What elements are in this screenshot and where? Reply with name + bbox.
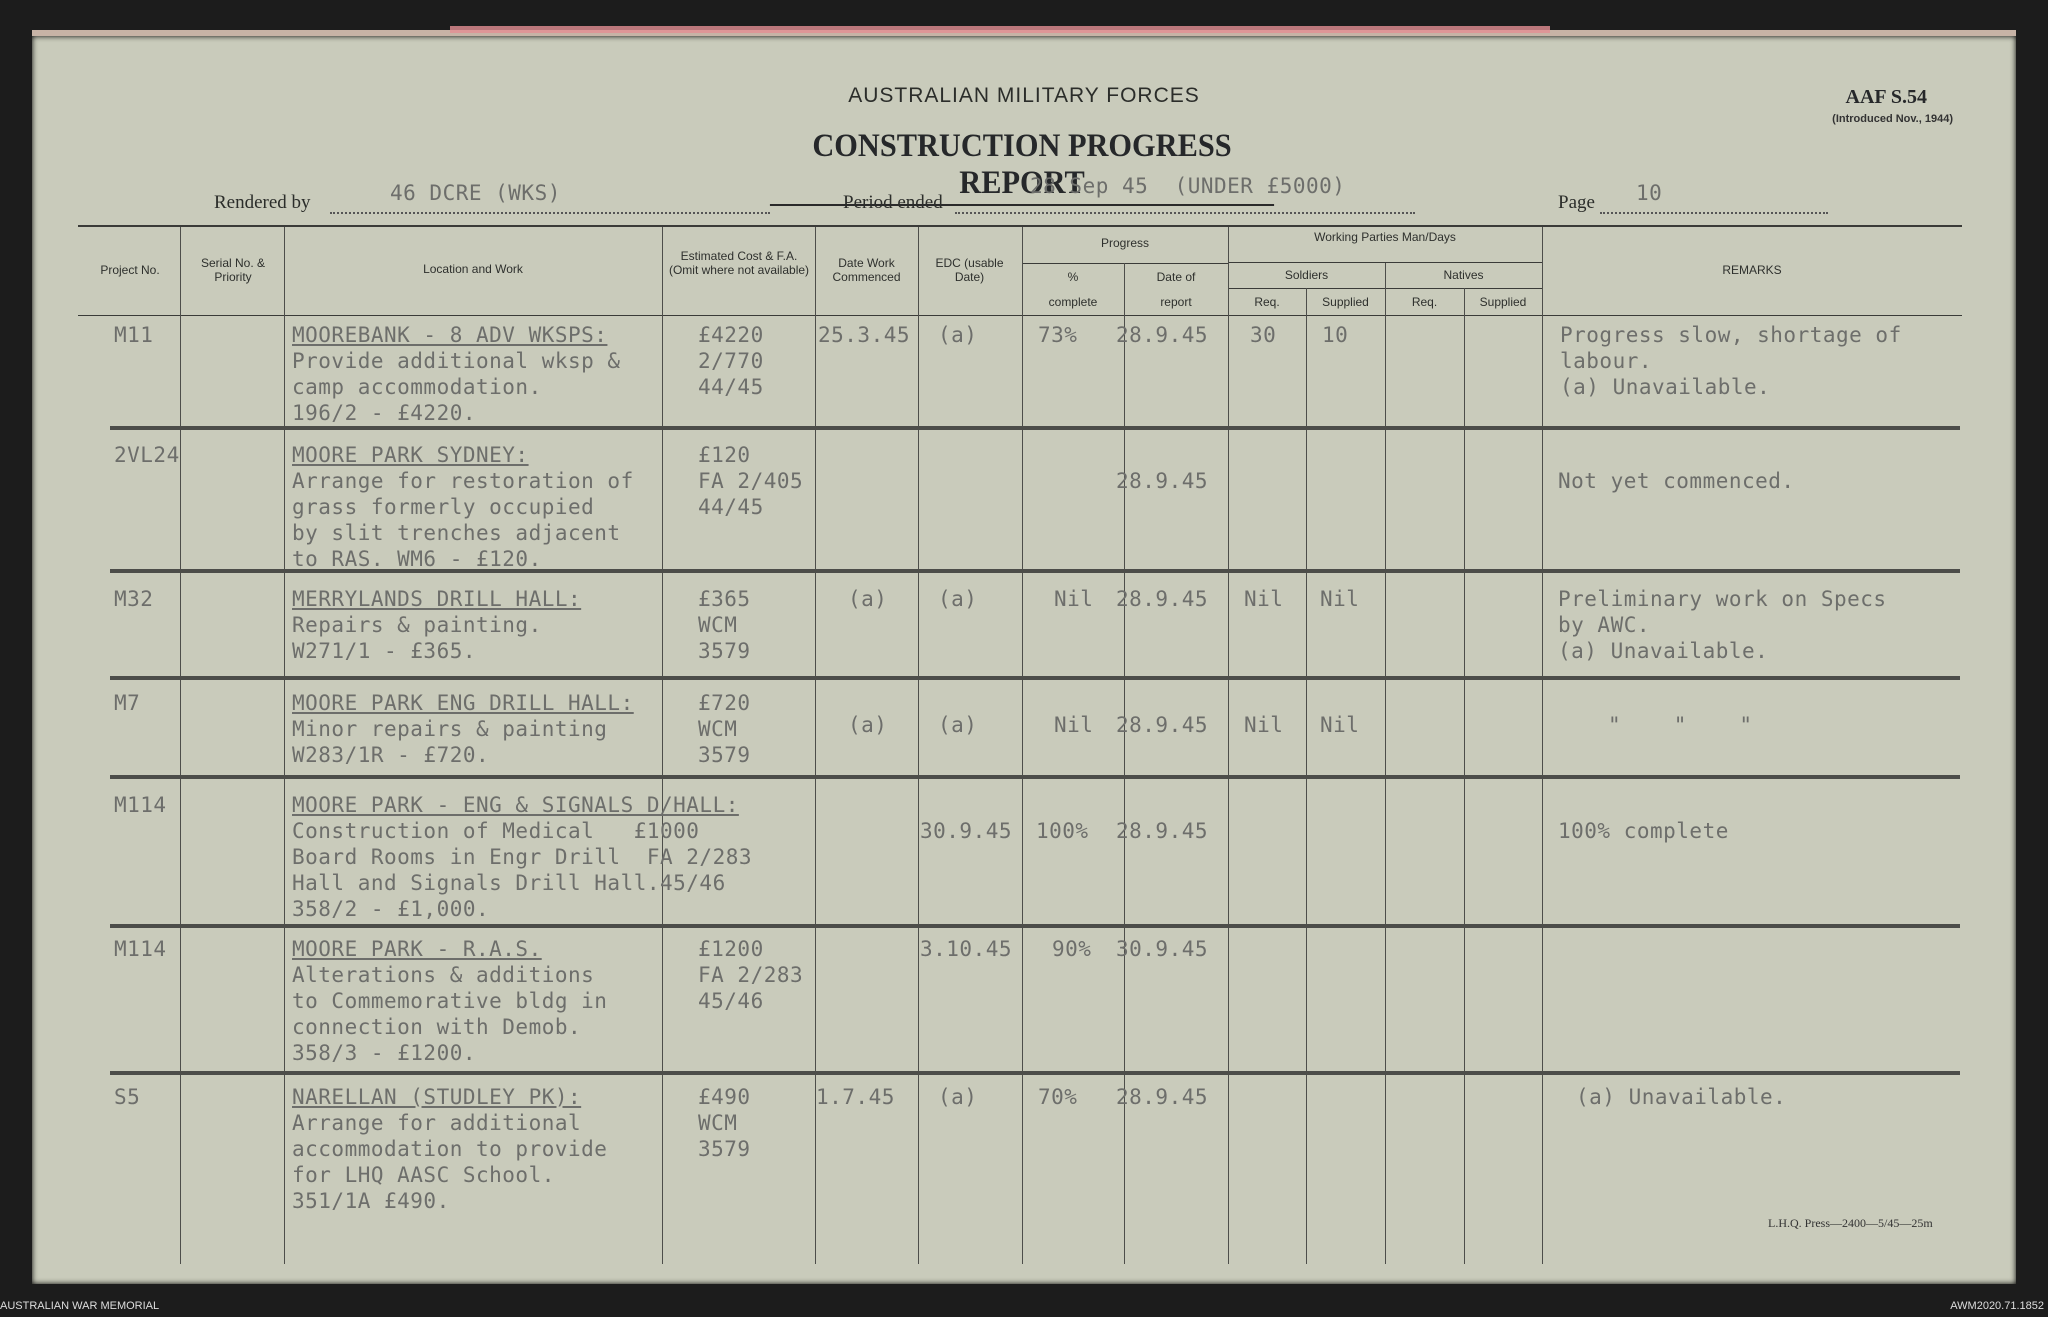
- printer-imprint: L.H.Q. Press—2400—5/45—25m: [1768, 1216, 1933, 1230]
- row6-project: M114: [114, 937, 167, 961]
- page-label: Page: [1558, 192, 1595, 213]
- page-line: [1600, 212, 1828, 214]
- row1-location-heading: MOOREBANK - 8 ADV WKSPS:: [292, 323, 608, 347]
- row7-project: S5: [114, 1085, 141, 1109]
- col-divider: [662, 227, 663, 1264]
- row1-location-body: Provide additional wksp & camp accommodation. 196/2 - £4220.: [292, 349, 621, 425]
- footer-institution: AUSTRALIAN WAR MEMORIAL: [0, 1300, 160, 1312]
- row3-location-body: Repairs & painting. W271/1 - £365.: [292, 613, 542, 663]
- row5-remarks: 100% complete: [1558, 819, 1729, 843]
- form-number: AAF S.54: [1845, 86, 1927, 108]
- col-report: report: [1160, 295, 1192, 309]
- org-heading: AUSTRALIAN MILITARY FORCES: [848, 84, 1200, 107]
- row7-edc: (a): [938, 1085, 978, 1109]
- row7-remarks: (a) Unavailable.: [1576, 1085, 1787, 1109]
- row5-edc: 30.9.45: [920, 819, 1013, 843]
- row3-commenced: (a): [848, 587, 888, 611]
- footer-accession: AWM2020.71.1852: [1950, 1300, 2044, 1312]
- row3-cost: £365 WCM 3579: [698, 587, 751, 663]
- report-title: CONSTRUCTION PROGRESS REPORT: [770, 128, 1274, 206]
- table-top-rule: [78, 225, 1962, 227]
- row3-date: 28.9.45: [1116, 587, 1209, 611]
- period-line: [955, 212, 1415, 214]
- row1-pct: 73%: [1038, 323, 1078, 347]
- progress-subrule: [1022, 263, 1228, 264]
- row6-location-heading: MOORE PARK - R.A.S.: [292, 937, 542, 961]
- rendered-by-value: 46 DCRE (WKS): [390, 181, 561, 205]
- col-divider: [1228, 227, 1229, 1264]
- page-value: 10: [1636, 181, 1663, 205]
- row4-pct: Nil: [1054, 713, 1094, 737]
- row6-edc: 3.10.45: [920, 937, 1013, 961]
- row7-date: 28.9.45: [1116, 1085, 1209, 1109]
- col-natives-supplied: Supplied: [1479, 295, 1527, 309]
- row4-soldiers-req: Nil: [1244, 713, 1284, 737]
- col-natives-req: Req.: [1411, 295, 1438, 309]
- row1-soldiers-supplied: 10: [1322, 323, 1349, 347]
- row7-location-body: Arrange for additional accommodation to provide for LHQ AASC School. 351/1A £490.: [292, 1111, 608, 1213]
- rendered-by-label: Rendered by: [214, 192, 311, 213]
- col-edc: EDC (usable Date): [935, 256, 1004, 284]
- col-complete: complete: [1048, 295, 1098, 309]
- row2-project: 2VL24: [114, 443, 180, 467]
- col-date-commenced: Date Work Commenced: [832, 256, 901, 284]
- row2-date: 28.9.45: [1116, 469, 1209, 493]
- row5-project: M114: [114, 793, 167, 817]
- col-divider: [1385, 263, 1386, 1264]
- row4-location-body: Minor repairs & painting W283/1R - £720.: [292, 717, 608, 767]
- row6-date: 30.9.45: [1116, 937, 1209, 961]
- row4-commenced: (a): [848, 713, 888, 737]
- row6-location-body: Alterations & additions to Commemorative bldg in connection with Demob. 358/3 - £1200.: [292, 963, 608, 1065]
- col-pct: %: [1067, 270, 1079, 284]
- col-divider: [284, 227, 285, 1264]
- row-separator: [110, 775, 1960, 779]
- row5-pct: 100%: [1036, 819, 1089, 843]
- col-cost: Estimated Cost & F.A. (Omit where not available): [668, 249, 810, 277]
- row6-pct: 90%: [1052, 937, 1092, 961]
- row6-cost: £1200 FA 2/283 45/46: [698, 937, 804, 1013]
- row1-date: 28.9.45: [1116, 323, 1209, 347]
- col-progress: Progress: [1100, 236, 1150, 250]
- row5-location-body: Construction of Medical £1000 Board Rooms in Engr Drill FA 2/283 Hall and Signals Drill Hall.45/46 358/2 - £1,000.: [292, 819, 753, 921]
- row-separator: [110, 924, 1960, 928]
- row1-soldiers-req: 30: [1250, 323, 1277, 347]
- row4-location-heading: MOORE PARK ENG DRILL HALL:: [292, 691, 634, 715]
- period-label: Period ended: [843, 192, 943, 213]
- row3-remarks: Preliminary work on Specs by AWC. (a) Unavailable.: [1558, 587, 1887, 663]
- row1-cost: £4220 2/770 44/45: [698, 323, 764, 399]
- col-natives: Natives: [1443, 268, 1484, 282]
- header-bottom-rule: [78, 315, 1962, 316]
- col-project-no: Project No.: [100, 263, 160, 277]
- row-separator: [110, 426, 1960, 430]
- row1-remarks: Progress slow, shortage of labour. (a) Unavailable.: [1560, 323, 1902, 399]
- row2-cost: £120 FA 2/405 44/45: [698, 443, 804, 519]
- col-remarks: REMARKS: [1722, 263, 1782, 277]
- row4-project: M7: [114, 691, 141, 715]
- row4-remarks-ditto: " " ": [1608, 713, 1753, 737]
- col-location: Location and Work: [423, 262, 523, 276]
- row5-location-heading: MOORE PARK - ENG & SIGNALS D/HALL:: [292, 793, 739, 817]
- row1-edc: (a): [938, 323, 978, 347]
- col-divider: [1124, 263, 1125, 1264]
- row4-soldiers-supplied: Nil: [1320, 713, 1360, 737]
- row-separator: [110, 676, 1960, 680]
- col-date-of: Date of: [1156, 270, 1196, 284]
- col-serial: Serial No. & Priority: [200, 256, 266, 284]
- row3-location-heading: MERRYLANDS DRILL HALL:: [292, 587, 582, 611]
- col-working-parties: Working Parties Man/Days: [1314, 230, 1456, 244]
- row7-commenced: 1.7.45: [816, 1085, 895, 1109]
- row7-cost: £490 WCM 3579: [698, 1085, 751, 1161]
- red-tab-strip: [450, 26, 1550, 33]
- col-soldiers: Soldiers: [1284, 268, 1329, 282]
- col-divider: [1022, 227, 1023, 1264]
- col-divider: [918, 227, 919, 1264]
- form-introduced: (Introduced Nov., 1944): [1832, 113, 1953, 125]
- row2-remarks: Not yet commenced.: [1558, 469, 1795, 493]
- row2-location-body: Arrange for restoration of grass formerly occupied by slit trenches adjacent to RAS. WM6 - £120.: [292, 469, 634, 571]
- row7-pct: 70%: [1038, 1085, 1078, 1109]
- row5-date: 28.9.45: [1116, 819, 1209, 843]
- row3-edc: (a): [938, 587, 978, 611]
- row4-edc: (a): [938, 713, 978, 737]
- col-soldiers-req: Req.: [1254, 295, 1280, 309]
- row-separator: [110, 1071, 1960, 1075]
- row1-commenced: 25.3.45: [818, 323, 911, 347]
- row1-project: M11: [114, 323, 154, 347]
- row3-soldiers-req: Nil: [1244, 587, 1284, 611]
- col-divider: [180, 227, 181, 1264]
- row2-location-heading: MOORE PARK SYDNEY:: [292, 443, 529, 467]
- row7-location-heading: NARELLAN (STUDLEY PK):: [292, 1085, 582, 1109]
- col-soldiers-supplied: Supplied: [1322, 295, 1369, 309]
- row4-cost: £720 WCM 3579: [698, 691, 751, 767]
- row3-project: M32: [114, 587, 154, 611]
- period-value: 28 Sep 45 (UNDER £5000): [1030, 174, 1346, 198]
- rendered-by-line: [330, 212, 770, 214]
- row3-soldiers-supplied: Nil: [1320, 587, 1360, 611]
- row3-pct: Nil: [1054, 587, 1094, 611]
- col-divider: [1542, 227, 1543, 1264]
- row4-date: 28.9.45: [1116, 713, 1209, 737]
